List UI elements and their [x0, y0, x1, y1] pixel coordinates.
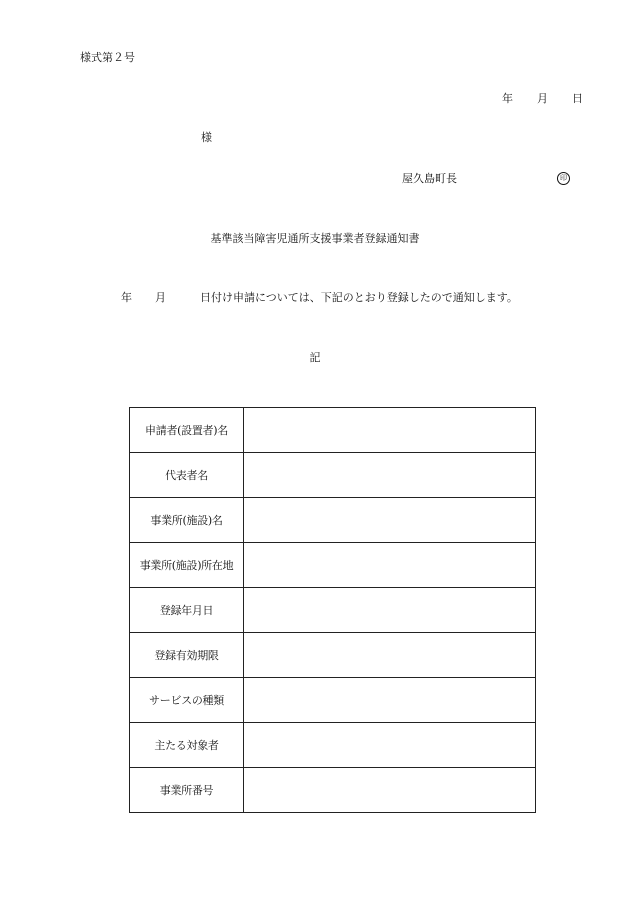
ki-heading: 記 — [309, 351, 321, 364]
body-year-label: 年 — [121, 291, 132, 304]
row-label-applicant: 申請者(設置者)名 — [130, 408, 244, 453]
date-line — [502, 93, 583, 104]
body-month-label: 月 — [155, 291, 166, 304]
seal-mark: 印 — [557, 172, 570, 185]
row-value-representative[interactable] — [244, 453, 536, 498]
date-month-label: 月 — [537, 92, 548, 105]
row-label-representative: 代表者名 — [130, 453, 244, 498]
table-row — [130, 543, 536, 588]
issuer-name: 屋久島町長 — [402, 172, 457, 185]
row-label-registration-date: 登録年月日 — [130, 588, 244, 633]
row-value-validity-period[interactable] — [244, 633, 536, 678]
table-row — [130, 498, 536, 543]
row-value-main-target[interactable] — [244, 723, 536, 768]
table-row — [130, 408, 536, 453]
date-day-label: 日 — [572, 92, 583, 105]
row-value-facility-address[interactable] — [244, 543, 536, 588]
document-title: 基準該当障害児通所支援事業者登録通知書 — [210, 232, 420, 245]
row-label-facility-address: 事業所(施設)所在地 — [130, 543, 244, 588]
body-sentence: 日付け申請については、下記のとおり登録したので通知します。 — [200, 291, 518, 304]
notification-text — [121, 292, 518, 303]
date-year-label: 年 — [502, 92, 513, 105]
row-value-facility-name[interactable] — [244, 498, 536, 543]
row-label-office-number: 事業所番号 — [130, 768, 244, 813]
addressee-honorific: 様 — [201, 131, 212, 144]
table-row — [130, 453, 536, 498]
table-row — [130, 723, 536, 768]
row-value-office-number[interactable] — [244, 768, 536, 813]
row-label-facility-name: 事業所(施設)名 — [130, 498, 244, 543]
table-row — [130, 633, 536, 678]
table-row — [130, 678, 536, 723]
row-value-service-type[interactable] — [244, 678, 536, 723]
table-row — [130, 768, 536, 813]
form-number: 様式第２号 — [80, 51, 135, 64]
row-label-service-type: サービスの種類 — [130, 678, 244, 723]
registration-table — [129, 407, 536, 813]
row-value-applicant[interactable] — [244, 408, 536, 453]
row-label-main-target: 主たる対象者 — [130, 723, 244, 768]
row-label-validity-period: 登録有効期限 — [130, 633, 244, 678]
table-row — [130, 588, 536, 633]
row-value-registration-date[interactable] — [244, 588, 536, 633]
